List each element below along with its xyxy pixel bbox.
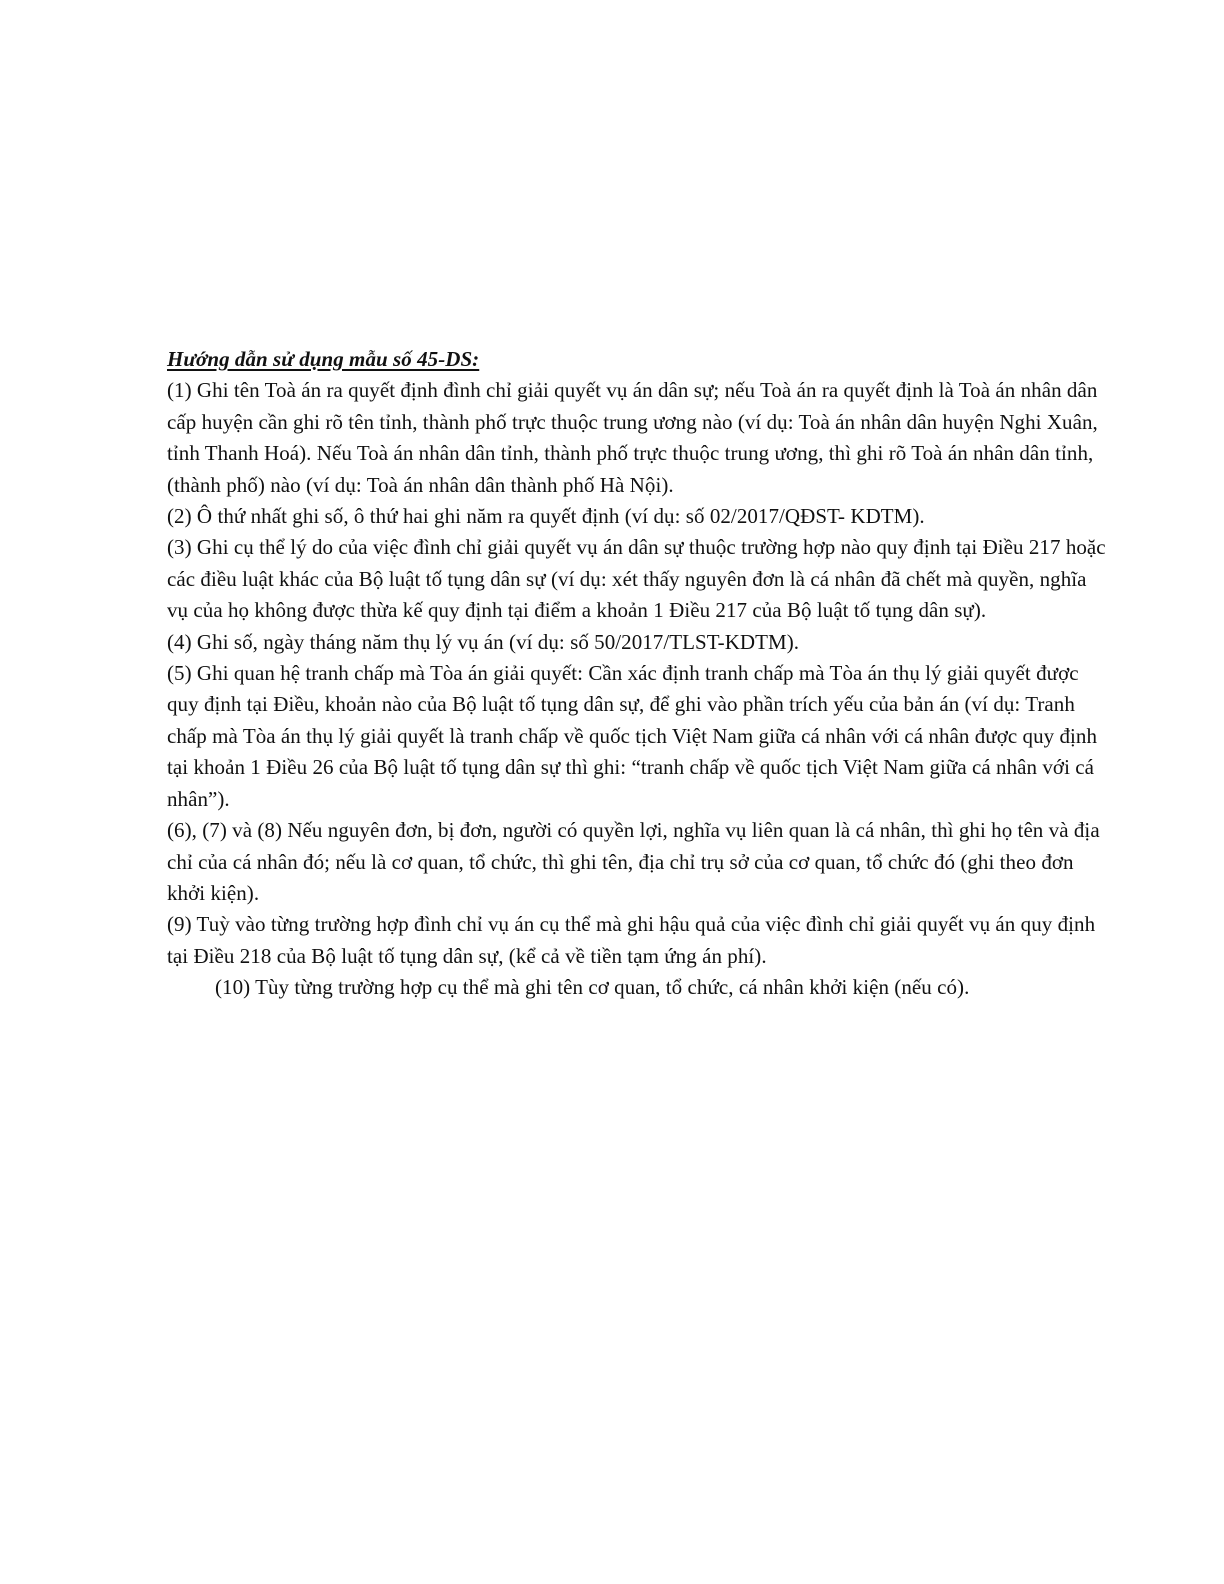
note-6-7-8: (6), (7) và (8) Nếu nguyên đơn, bị đơn, người có quyền lợi, nghĩa vụ liên quan là cá nhân, thì ghi họ tên và địa chỉ của cá nhân đó; nếu là cơ quan, tổ chức, thì ghi tên, địa chỉ trụ sở của cơ quan, tổ chức đó (ghi theo đơn khởi kiện). [167, 818, 1100, 905]
note-3: (3) Ghi cụ thể lý do của việc đình chỉ giải quyết vụ án dân sự thuộc trường hợp nào quy định tại Điều 217 hoặc các điều luật khác của Bộ luật tố tụng dân sự (ví dụ: xét thấy nguyên đơn là cá nhân đã chết mà quyền, nghĩa vụ của họ không được thừa kế quy định tại điểm a khoản 1 Điều 217 của Bộ luật tố tụng dân sự). [167, 535, 1106, 623]
note-9: (9) Tuỳ vào từng trường hợp đình chỉ vụ án cụ thể mà ghi hậu quả của việc đình chỉ giải quyết vụ án quy định tại Điều 218 của Bộ luật tố tụng dân sự, (kể cả về tiền tạm ứng án phí). [167, 912, 1096, 968]
note-10: (10) Tùy từng trường hợp cụ thể mà ghi tên cơ quan, tổ chức, cá nhân khởi kiện (nếu có). [215, 975, 970, 1000]
note-5: (5) Ghi quan hệ tranh chấp mà Tòa án giải quyết: Cần xác định tranh chấp mà Tòa án thụ lý giải quyết được quy định tại Điều, khoản nào của Bộ luật tố tụng dân sự, để ghi vào phần trích yếu của bản án (ví dụ: Tranh chấp mà Tòa án thụ lý giải quyết là tranh chấp về quốc tịch Việt Nam giữa cá nhân với cá nhân được quy định tại khoản 1 Điều 26 của Bộ luật tố tụng dân sự thì ghi: “tranh chấp về quốc tịch Việt Nam giữa cá nhân với cá nhân”). [167, 661, 1098, 811]
document-heading: Hướng dẫn sử dụng mẫu số 45-DS: [167, 347, 480, 371]
note-1: (1) Ghi tên Toà án ra quyết định đình chỉ giải quyết vụ án dân sự; nếu Toà án ra quyết định là Toà án nhân dân cấp huyện cần ghi rõ tên tỉnh, thành phố trực thuộc trung ương nào (ví dụ: Toà án nhân dân huyện Nghi Xuân, tỉnh Thanh Hoá). Nếu Toà án nhân dân tỉnh, thành phố trực thuộc trung ương, thì ghi rõ Toà án nhân dân tỉnh, (thành phố) nào (ví dụ: Toà án nhân dân thành phố Hà Nội). [167, 378, 1098, 497]
note-4: (4) Ghi số, ngày tháng năm thụ lý vụ án (ví dụ: số 50/2017/TLST-KDTM). [167, 629, 800, 654]
note-2: (2) Ô thứ nhất ghi số, ô thứ hai ghi năm ra quyết định (ví dụ: số 02/2017/QĐST- KDTM). [167, 504, 925, 529]
document-page [167, 344, 1107, 1004]
